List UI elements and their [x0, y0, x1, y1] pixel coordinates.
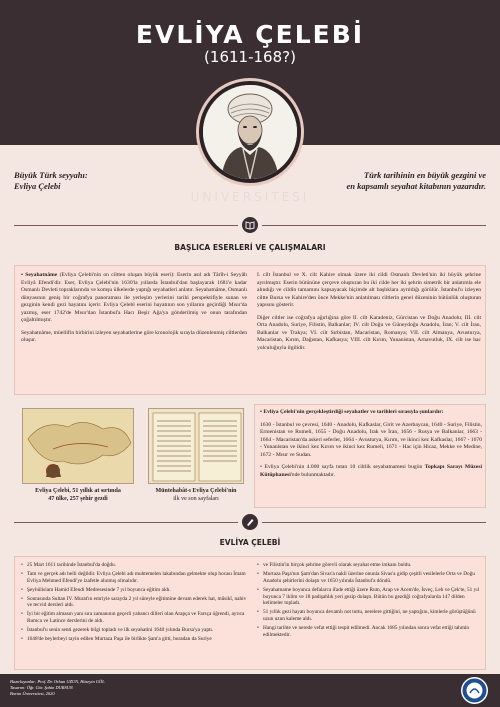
topkapi-note-bold: Topkapı Sarayı Müzesi Kütüphanesi [260, 464, 482, 478]
seyahatname-paragraph [21, 272, 247, 325]
map-caption-line2: 47 ülke, 257 şehir gezdi [48, 495, 108, 502]
volumes-paragraph-2: Diğer ciltler ise coğrafya ağırlığına göre II. cilt Karadeniz, Gürcistan ve Doğu Anadolu; III. cilt Orta Anadolu, Suriye, Filistin, Balkanlar; IV. cilt Doğu ve Güneydoğu Anadolu, İran; V. cilt İran, Balkanlar ve Trakya; VI. cilt Sırbistan, Macaristan, Romanya; VII. cilt Almanya, Avusturya, Macaristan, Kırım, Dağıstan, Kafkasya; VIII. cilt Kırım, Yunanistan, Arnavutluk, IX. cilt ise hac yolculuğuyla ilgilidir. [257, 314, 481, 351]
subtitle-left-line1: Büyük Türk seyyahı: [14, 170, 88, 180]
bio-right-list [257, 562, 481, 641]
credits-university: Bartın Üniversitesi, 2020 [10, 691, 55, 697]
seyahatname-heading: • Seyahatnâme [21, 272, 58, 278]
manuscript-caption-line1: Müntehabât-ı Evliya Çelebi'nin [155, 488, 237, 494]
chronology-paragraph: Seyahatnâme, müellifin birbirini izleyen seyahatlerine göre kronolojik sırayla düzenlenmiş ciltlerden oluşur. [21, 329, 247, 344]
pen-icon [242, 514, 258, 530]
credits-authors: Hazırlayanlar: Prof. Dr. Orhan UZUN, Hüseyin GÖL [10, 679, 105, 684]
life-years: (1611-168?) [204, 48, 296, 66]
topkapi-note-post: 'nde bulunmaktadır. [290, 471, 335, 478]
divider-left [14, 225, 238, 226]
manuscript-caption [140, 488, 252, 503]
travels-text [260, 409, 482, 484]
subtitle-right [306, 170, 486, 191]
portrait-frame [196, 78, 304, 186]
travels-heading: • Evliya Çelebi'nin gerçekleştirdiği seyahatler ve tarihleri sırasıyla şunlardır: [260, 409, 444, 415]
list-item: • 25 Mart 1611 tarihinde İstanbul'da doğdu. [21, 562, 247, 569]
subtitle-right-line1: Türk tarihinin en büyük gezgini ve [363, 170, 486, 180]
list-item: • Sonrasında Sultan IV. Murat'ın emriyle sarayda 2 yıl süreyle eğitimine devam ederek hat, mûsikî, nahiv ve tecvid dersleri aldı. [21, 596, 247, 610]
divider-right [262, 225, 486, 226]
list-item: • İstanbul'u senin senti gezerek bilgi topladı ve ilk seyahatini 1640 yılında Bursa'ya yaptı. [21, 627, 247, 634]
list-item: • 51 yıllık gezi hayatı boyunca devamlı not tuttu, nerelere gittiğini, ne yaptığını, kimlerle görüştüğünü uzun uzun kaleme aldı. [257, 609, 481, 623]
manuscript-caption-line2: ilk ve son sayfaları [173, 495, 219, 502]
seyahatname-text: (Evliya Çelebi'nin on ciltten oluşan büyük eseri): Eserin asıl adı Târîh-i Seyyâh Evliyâ Efendi'dir. Eser, Evliya Çelebi'nin 1630'la yıllarda İstanbul'dan başlayarak 1681'e kadar Osmanlı Devleti topraklarında ve komşu ülkelerde yaptığı seyahatleri anlatır. Seyahatnâme, Osmanlı dünyasının geniş bir coğrafya panoraması ile yerleşim yerlerini tarihi perspektifiyle sunan ve gezginin kendi gezi hayatını içerir. Evliya Çelebi eserini hayatının son yıllarını geçirdiği Mısır'da yazmış, eser 1742'de Mısır'dan İstanbul'a Hacı Beşir Ağa'ya gönderilmiş ve onun tarafından çoğaltılmıştır. [21, 272, 247, 324]
bio-divider-right [262, 522, 486, 523]
list-item: • İyi bir eğitim almasın yanı sıra zamanının geçerli yabancı dilleri olan Arapça ve Farsça öğrendi, ayrıca Rumca ve Latince derslerini de aldı. [21, 611, 247, 625]
list-item: • 1648'de beylerbeyi tayin edilen Murtaza Paşa ile birlikte Şam'a gitti, buradan da Suriye [21, 636, 247, 643]
list-item: • Şeyhülislam Hamid Efendi Medresesinde 7 yıl boyunca eğitim aldı. [21, 587, 247, 594]
manuscript-image [148, 408, 244, 484]
university-watermark: UNIVERSITESI [190, 190, 310, 204]
list-item: • Murtaza Paşa'nın Şam'dan Sivas'a nakli üzerine onunla Sivas'a gidip çeşitli vesilelerle Orta ve Doğu Anadolu şehirlerini dolaştı ve 1650 yılında İstanbul'a döndü. [257, 571, 481, 585]
travel-map-image [22, 408, 134, 484]
bio-title: EVLİYA ÇELEBİ [219, 538, 281, 547]
bio-panel [14, 556, 486, 670]
page-title: EVLİYA ÇELEBİ [135, 20, 365, 49]
list-item: • Seyahatname boyunca defalarca ifade ettiği üzere Rum, Arap ve Acem'de, İsveç, Leh ve Çek'te, 51 yıl boyunca 7 iklim ve 18 padişahlık yeri gezip dolaştı. Bütün bu gezdiği coğrafyalarda 147 dilden kelimeler topladı. [257, 587, 481, 608]
works-title: BAŞLICA ESERLERİ VE ÇALIŞMALARI [174, 243, 326, 252]
bio-left-list [21, 562, 247, 645]
subtitle-right-line2: en kapsamlı seyahat kitabının yazarıdır. [346, 180, 486, 191]
topkapi-note [260, 464, 482, 479]
book-icon [242, 217, 258, 233]
travels-panel [254, 404, 486, 508]
travels-list: 1630 - İstanbul ve çevresi, 1640 - Anadolu, Kafkaslar, Girit ve Azerbaycan, 1640 - Suriye, Filistin, Ermenistan ve Rumeli, 1655 - Doğu Anadolu, Irak ve İran, 1656 - Rusya ve Balkanlar, 1663 - 1664 - Macaristan'da askeri seferler, 1664 - Avusturya, Kırım, ve ikinci kez Kafkaslar, 1667 - 1670 - Yunanistan ve ikinci kez Kırım ve ikinci kez Rumeli, 1671 - Hac için Hicaz, Mekke ve Medine, 1672 - Mısır ve Sudan. [260, 421, 482, 458]
works-panel [14, 265, 486, 395]
works-left-column [21, 272, 247, 350]
portrait-image [203, 85, 297, 179]
credits-design: Tasarım: Öğr. Gör. Şahin DURSUN [10, 685, 73, 691]
subtitle-left [14, 170, 164, 191]
university-logo-icon [461, 677, 488, 704]
list-item: • Tam ve gerçek adı belli değildir. Evliya Çelebi adı muhtemelen lakabından gelmekte olup hocası İmam Evliya Mehmed Efendi'ye izafetle alınmış olmalıdır. [21, 571, 247, 585]
bio-divider-left [14, 522, 238, 523]
credits [10, 679, 105, 697]
volumes-paragraph-1: I. cilt İstanbul ve X. cilt Kahire olmak üzere iki cildi Osmanlı Devleti'nin iki büyük şehrine ayrılmıştır. Eserin bütününe çerçeve oluşturan bu iki cilde her iki şehrin simetrik bir anlatımla ele alındığı ve cildin tamamını kapsayacak biçimde alt başlıklara ayrıldığı görülür. İstanbul'u izleyen ciltte Bursa ve Kahire'den önce Mekke'nin anlatılması ciltlerin genel düzeninin bütünlük oluşturan yapısını gösterir. [257, 272, 481, 309]
list-item: • Hangi tarihte ve nerede vefat ettiği tespit edilmedi. Ancak 1685 yılından sonra vefat ettiği tahmin edilmektedir. [257, 625, 481, 639]
footer [0, 674, 500, 707]
subtitle-left-line2: Evliya Çelebi [14, 180, 61, 191]
map-caption [14, 488, 142, 503]
map-caption-line1: Evliya Çelebi, 51 yıllık at sırtında [35, 488, 121, 494]
list-item: • ve Filistin'in birçok şehrine görevli olarak seyahat etme imkanı buldu. [257, 562, 481, 569]
topkapi-note-pre: • Evliya Çelebi'nin 4.000 sayfa tutan 10 ciltlik seyahatnamesi bugün [260, 464, 425, 471]
works-right-column [257, 272, 481, 357]
